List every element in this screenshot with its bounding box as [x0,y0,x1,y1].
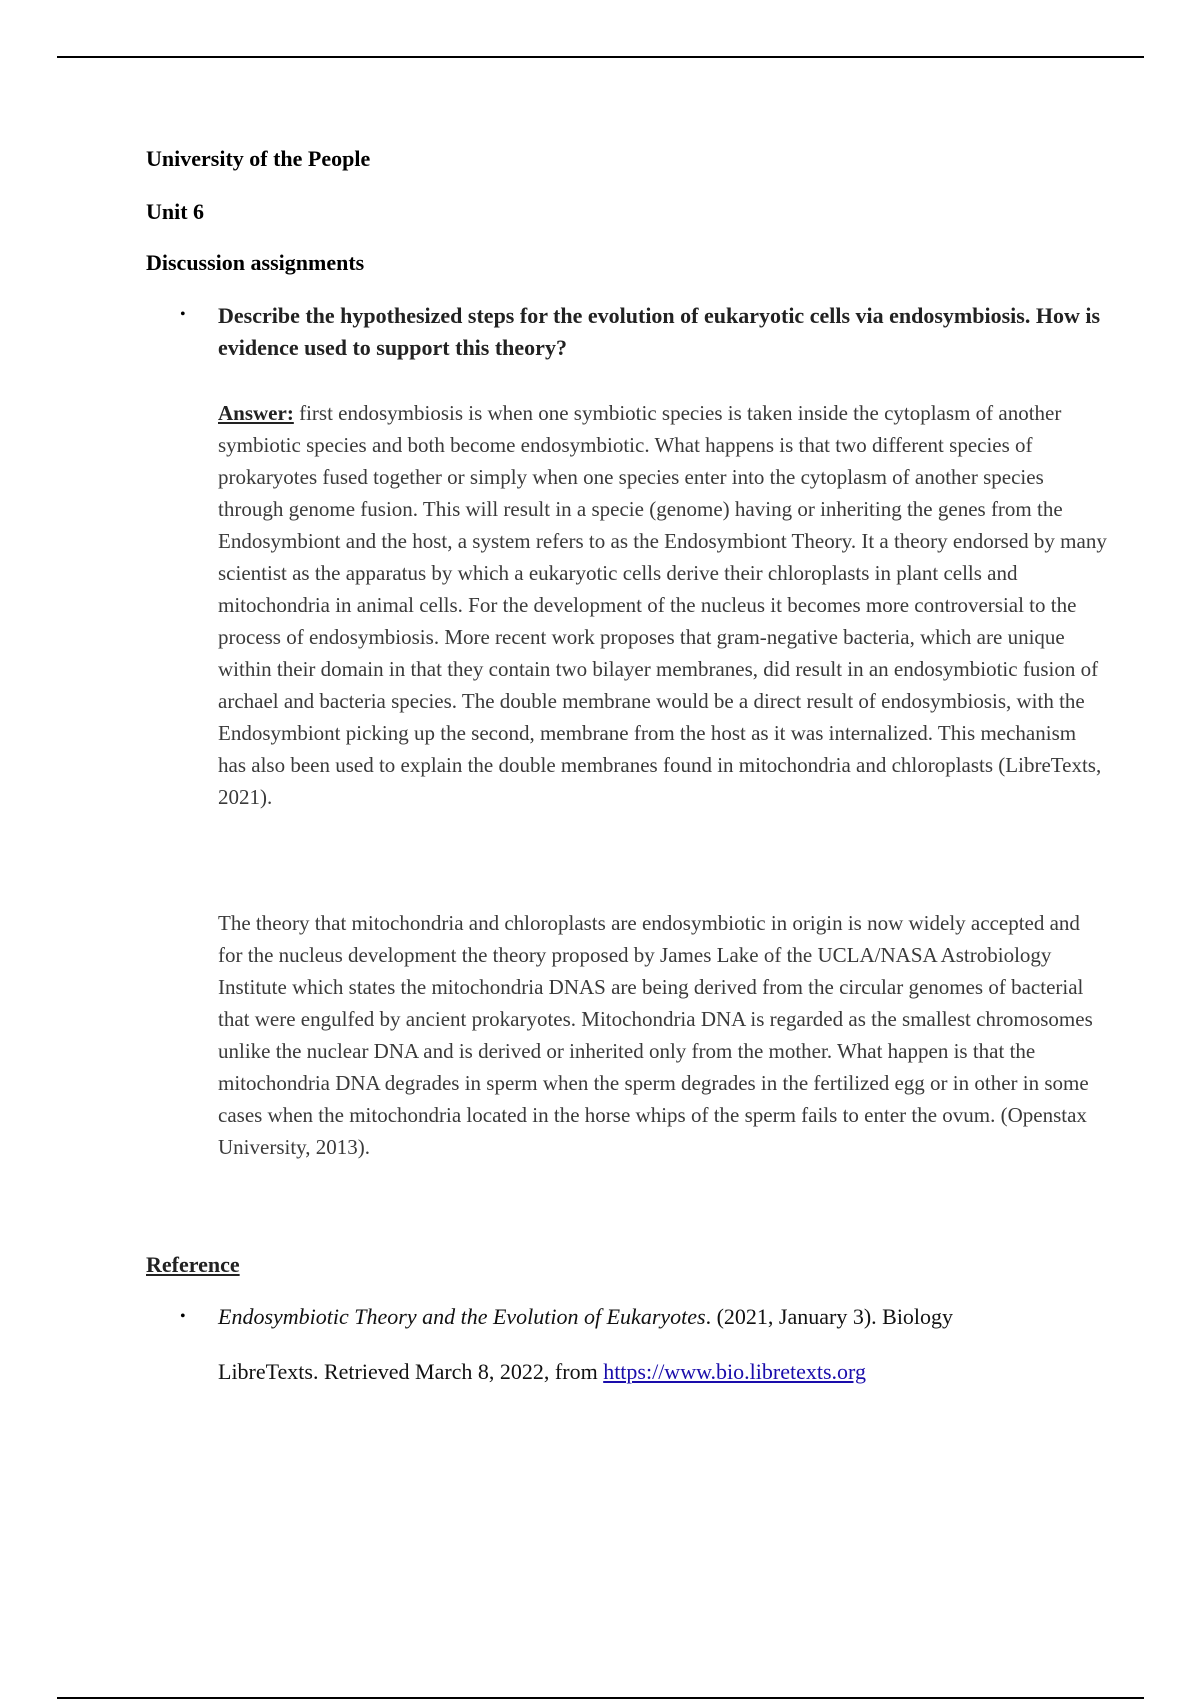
unit-heading: Unit 6 [146,199,205,224]
reference-retrieved: LibreTexts. Retrieved March 8, 2022, from [218,1359,604,1384]
question-text: Describe the hypothesized steps for the evolution of eukaryotic cells via endosymbiosis. How is evidence used to support this theory? [218,303,1101,360]
answer-label: Answer: [218,401,294,425]
answer-paragraph-1-text: first endosymbiosis is when one symbiotic species is taken inside the cytoplasm of another symbiotic species and both become endosymbiotic. What happens is that two different species of prokaryotes fused together or simply when one species enter into the cytoplasm of another species through genome fusion. This will result in a specie (genome) having or inheriting the genes from the Endosymbiont and the host, a system refers to as the Endosymbiont Theory. It a theory endorsed by many scientist as the apparatus by which a eukaryotic cells derive their chloroplasts in plant cells and mitochondria in animal cells. For the development of the nucleus it becomes more controversial to the process of endosymbiosis. More recent work proposes that gram-negative bacteria, which are unique within their domain in that they contain two bilayer membranes, did result in an endosymbiotic fusion of archael and bacteria species. The double membrane would be a direct result of endosymbiosis, with the Endosymbiont picking up the second, membrane from the host as it was internalized. This mechanism has also been used to explain the double membranes found in mitochondria and chloroplasts (LibreTexts, 2021). [218,401,1107,809]
reference-line-1 [218,1302,953,1332]
question-bullet: • [180,306,186,323]
top-divider [57,56,1144,58]
reference-date-publisher: . (2021, January 3). Biology [705,1304,954,1329]
reference-title: Endosymbiotic Theory and the Evolution of Eukaryotes [218,1304,706,1329]
institution-heading: University of the People [146,146,371,171]
section-heading: Discussion assignments [146,250,365,275]
answer-paragraph-1 [218,397,1108,813]
answer-paragraph-2: The theory that mitochondria and chloroplasts are endosymbiotic in origin is now widely accepted and for the nucleus development the theory proposed by James Lake of the UCLA/NASA Astrobiology Institute which states the mitochondria DNAS are being derived from the circular genomes of bacterial that were engulfed by ancient prokaryotes. Mitochondria DNA is regarded as the smallest chromosomes unlike the nuclear DNA and is derived or inherited only from the mother. What happen is that the mitochondria DNA degrades in sperm when the sperm degrades in the fertilized egg or in other in some cases when the mitochondria located in the horse whips of the sperm fails to enter the ovum. (Openstax University, 2013). [218,911,1093,1159]
reference-link[interactable]: https://www.bio.libretexts.org [603,1359,866,1384]
bottom-divider [57,1697,1144,1699]
reference-bullet: • [180,1308,186,1325]
reference-heading: Reference [146,1252,240,1277]
reference-line-2 [218,1357,866,1387]
